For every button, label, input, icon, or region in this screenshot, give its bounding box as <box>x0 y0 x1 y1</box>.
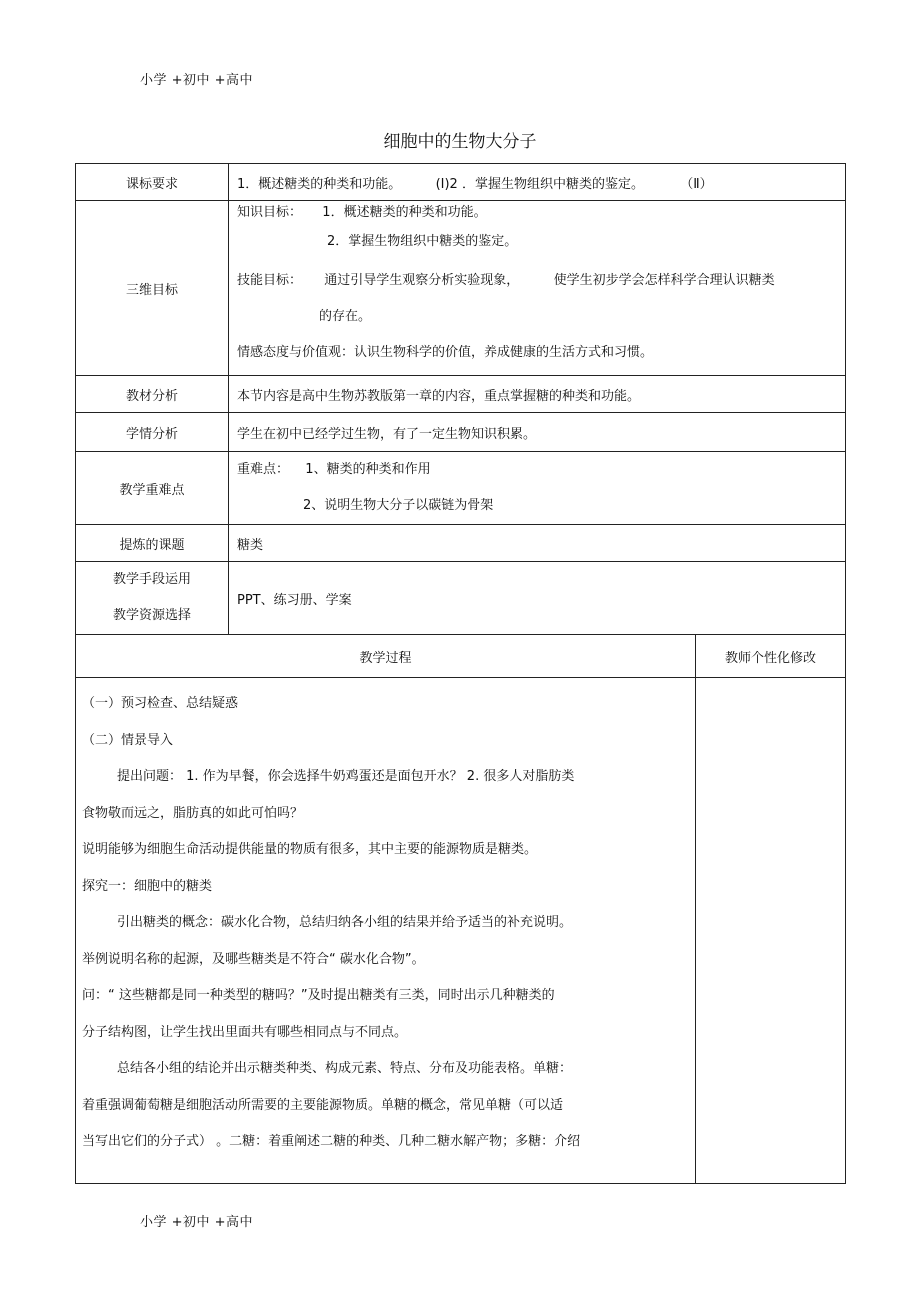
row-objectives <box>76 201 846 376</box>
teacher-edit-header: 教师个性化修改 <box>696 635 846 678</box>
skill-text-2: 的存在。 <box>319 309 372 324</box>
process-line-10: 分子结构图，让学生找出里面共有哪些相同点与不同点。 <box>82 1024 408 1040</box>
topic-label: 提炼的课题 <box>76 525 229 562</box>
standards-content <box>229 164 846 201</box>
objectives-label: 三维目标 <box>76 201 229 376</box>
skill-text-1a: 通过引导学生观察分析实验现象， <box>324 273 520 288</box>
key-points-content <box>229 452 846 525</box>
objectives-content <box>229 201 846 376</box>
standards-part-1: 1．概述糖类的种类和功能。 <box>237 176 402 192</box>
process-header: 教学过程 <box>76 635 696 678</box>
key-points-line2: 2、说明生物大分子以碳链为骨架 <box>303 498 494 513</box>
row-process-header <box>76 635 846 678</box>
skill-text-1b: 使学生初步学会怎样科学合理认识糖类 <box>553 273 775 288</box>
resources-label <box>76 562 229 635</box>
process-line-6: 探究一：细胞中的糖类 <box>82 878 213 894</box>
teacher-edit-cell <box>696 678 846 1184</box>
row-students <box>76 413 846 452</box>
students-content: 学生在初中已经学过生物，有了一定生物知识积累。 <box>229 413 846 452</box>
row-standards <box>76 164 846 201</box>
row-key-points <box>76 452 846 525</box>
key-points-line1-label: 重难点： <box>237 462 290 477</box>
skill-label: 技能目标： <box>237 273 303 288</box>
process-body <box>76 678 696 1184</box>
material-label: 教材分析 <box>76 376 229 413</box>
process-line-1: （一）预习检查、总结疑惑 <box>82 696 239 711</box>
key-points-label: 教学重难点 <box>76 452 229 525</box>
row-process-body <box>76 678 846 1184</box>
row-resources <box>76 562 846 635</box>
key-points-line1: 1、糖类的种类和作用 <box>305 462 431 477</box>
resources-label-1: 教学手段运用 <box>112 572 191 587</box>
standards-label: 课标要求 <box>76 164 229 201</box>
knowledge-item-2: 2．掌握生物组织中糖类的鉴定。 <box>327 234 518 249</box>
resources-label-2: 教学资源选择 <box>112 608 191 623</box>
standards-part-2: (Ⅰ)2 <box>435 176 458 192</box>
process-line-5: 说明能够为细胞生命活动提供能量的物质有很多，其中主要的能源物质是糖类。 <box>82 842 538 857</box>
process-line-13: 当写出它们的分子式） 。二糖：着重阐述二糖的种类、几种二糖水解产物；多糖：介绍 <box>82 1134 581 1149</box>
process-line-11: 总结各小组的结论并出示糖类种类、构成元素、特点、分布及功能表格。单糖： <box>117 1061 573 1076</box>
topic-content: 糖类 <box>229 525 846 562</box>
attitude-text: 情感态度与价值观：认识生物科学的价值，养成健康的生活方式和习惯。 <box>237 345 654 360</box>
lesson-plan-table <box>75 163 846 1184</box>
page-title: 细胞中的生物大分子 <box>383 132 537 152</box>
knowledge-item-1: 1．概述糖类的种类和功能。 <box>322 205 487 220</box>
knowledge-label: 知识目标： <box>237 205 303 220</box>
process-line-7: 引出糖类的概念：碳水化合物，总结归纳各小组的结果并给予适当的补充说明。 <box>117 915 573 930</box>
resources-content: PPT、练习册、学案 <box>229 562 846 635</box>
students-label: 学情分析 <box>76 413 229 452</box>
material-content: 本节内容是高中生物苏教版第一章的内容，重点掌握糖的种类和功能。 <box>229 376 846 413</box>
row-material <box>76 376 846 413</box>
process-line-9: 问：“ 这些糖都是同一种类型的糖吗？”及时提出糖类有三类，同时出示几种糖类的 <box>82 988 555 1003</box>
standards-part-4: （Ⅱ） <box>680 176 713 192</box>
header-note: 小学 +初中 +高中 <box>140 73 254 88</box>
process-line-8: 举例说明名称的起源，及哪些糖类是不符合“ 碳水化合物”。 <box>82 951 425 967</box>
process-line-4: 食物敬而远之，脂肪真的如此可怕吗？ <box>82 805 304 821</box>
process-line-2: （二）情景导入 <box>82 732 174 748</box>
row-topic <box>76 525 846 562</box>
footer-note: 小学 +初中 +高中 <box>140 1215 254 1230</box>
standards-part-3: ．掌握生物组织中糖类的鉴定。 <box>461 176 644 192</box>
process-line-3: 提出问题： 1. 作为早餐，你会选择牛奶鸡蛋还是面包开水？ 2. 很多人对脂肪类 <box>117 769 575 784</box>
process-line-12: 着重强调葡萄糖是细胞活动所需要的主要能源物质。单糖的概念，常见单糖（可以适 <box>82 1097 564 1113</box>
